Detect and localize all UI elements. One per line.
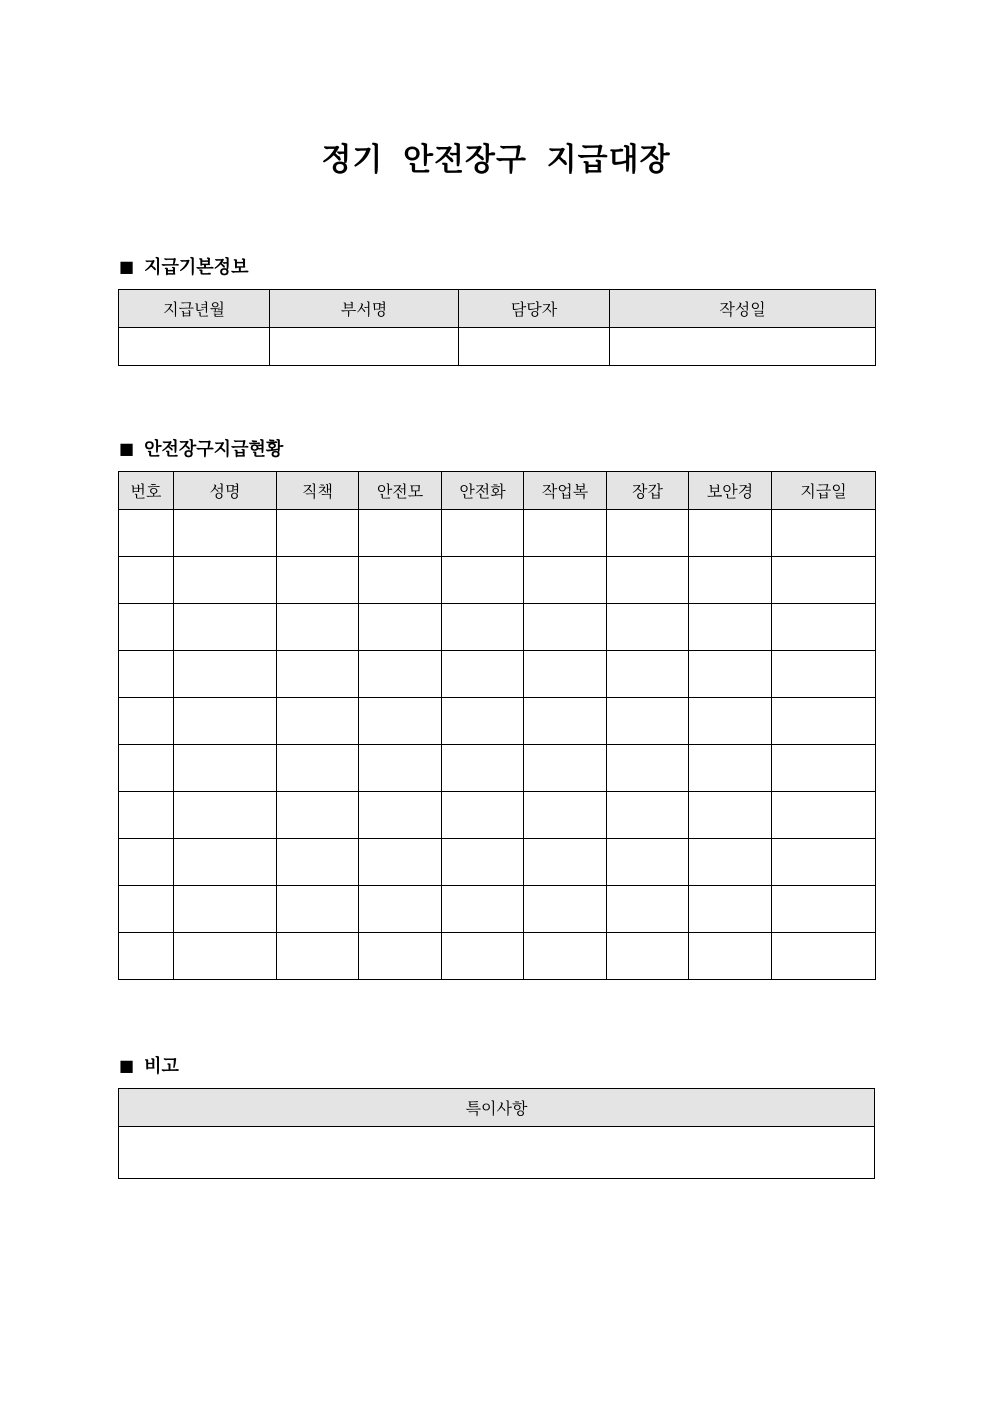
safety-shoes-cell[interactable] <box>442 651 524 698</box>
column-header-manager: 담당자 <box>459 290 610 328</box>
safety-shoes-cell[interactable] <box>442 886 524 933</box>
issuance-status-table <box>118 471 876 980</box>
table-header-row <box>119 472 876 510</box>
safety-helmet-cell[interactable] <box>359 933 442 980</box>
goggles-cell[interactable] <box>689 557 772 604</box>
table-row <box>119 604 876 651</box>
position-cell[interactable] <box>277 792 359 839</box>
goggles-cell[interactable] <box>689 510 772 557</box>
table-row <box>119 886 876 933</box>
column-header-work-clothes: 작업복 <box>524 472 607 510</box>
column-header-position: 직책 <box>277 472 359 510</box>
table-row <box>119 651 876 698</box>
safety-helmet-cell[interactable] <box>359 510 442 557</box>
safety-shoes-cell[interactable] <box>442 698 524 745</box>
table-header-row <box>119 290 876 328</box>
name-cell[interactable] <box>174 839 277 886</box>
column-header-issue-month: 지급년월 <box>119 290 270 328</box>
work-clothes-cell[interactable] <box>524 839 607 886</box>
safety-helmet-cell[interactable] <box>359 604 442 651</box>
name-cell[interactable] <box>174 745 277 792</box>
table-row <box>119 557 876 604</box>
column-header-goggles: 보안경 <box>689 472 772 510</box>
issue-date-cell[interactable] <box>772 792 876 839</box>
name-cell[interactable] <box>174 604 277 651</box>
name-cell[interactable] <box>174 933 277 980</box>
number-cell[interactable] <box>119 933 174 980</box>
goggles-cell[interactable] <box>689 886 772 933</box>
work-clothes-cell[interactable] <box>524 792 607 839</box>
column-header-special-notes: 특이사항 <box>119 1089 875 1127</box>
issue-date-cell[interactable] <box>772 557 876 604</box>
name-cell[interactable] <box>174 698 277 745</box>
position-cell[interactable] <box>277 510 359 557</box>
goggles-cell[interactable] <box>689 933 772 980</box>
remarks-table <box>118 1088 875 1179</box>
safety-helmet-cell[interactable] <box>359 651 442 698</box>
number-cell[interactable] <box>119 510 174 557</box>
column-header-number: 번호 <box>119 472 174 510</box>
position-cell[interactable] <box>277 698 359 745</box>
table-row <box>119 1127 875 1179</box>
table-row <box>119 698 876 745</box>
gloves-cell[interactable] <box>607 604 689 651</box>
number-cell[interactable] <box>119 698 174 745</box>
section-title: 지급기본정보 <box>144 257 249 278</box>
position-cell[interactable] <box>277 886 359 933</box>
safety-helmet-cell[interactable] <box>359 886 442 933</box>
issue-date-cell[interactable] <box>772 510 876 557</box>
department-cell[interactable] <box>270 328 459 366</box>
column-header-gloves: 장갑 <box>607 472 689 510</box>
table-row <box>119 933 876 980</box>
column-header-date-written: 작성일 <box>610 290 876 328</box>
gloves-cell[interactable] <box>607 698 689 745</box>
goggles-cell[interactable] <box>689 745 772 792</box>
gloves-cell[interactable] <box>607 557 689 604</box>
work-clothes-cell[interactable] <box>524 745 607 792</box>
issue-date-cell[interactable] <box>772 839 876 886</box>
safety-helmet-cell[interactable] <box>359 745 442 792</box>
position-cell[interactable] <box>277 557 359 604</box>
section-title: 비고 <box>144 1056 179 1077</box>
table-row <box>119 745 876 792</box>
issuance-status-body <box>119 510 876 980</box>
safety-shoes-cell[interactable] <box>442 604 524 651</box>
column-header-issue-date: 지급일 <box>772 472 876 510</box>
table-row <box>119 792 876 839</box>
table-row <box>119 328 876 366</box>
safety-shoes-cell[interactable] <box>442 510 524 557</box>
column-header-safety-shoes: 안전화 <box>442 472 524 510</box>
number-cell[interactable] <box>119 886 174 933</box>
work-clothes-cell[interactable] <box>524 604 607 651</box>
safety-shoes-cell[interactable] <box>442 839 524 886</box>
position-cell[interactable] <box>277 745 359 792</box>
number-cell[interactable] <box>119 745 174 792</box>
document-title: 정기 안전장구 지급대장 <box>321 142 671 178</box>
number-cell[interactable] <box>119 604 174 651</box>
safety-helmet-cell[interactable] <box>359 792 442 839</box>
safety-helmet-cell[interactable] <box>359 839 442 886</box>
table-row <box>119 510 876 557</box>
safety-shoes-cell[interactable] <box>442 557 524 604</box>
safety-shoes-cell[interactable] <box>442 792 524 839</box>
work-clothes-cell[interactable] <box>524 698 607 745</box>
safety-helmet-cell[interactable] <box>359 698 442 745</box>
work-clothes-cell[interactable] <box>524 886 607 933</box>
basic-info-table <box>118 289 876 366</box>
date-written-cell[interactable] <box>610 328 876 366</box>
name-cell[interactable] <box>174 651 277 698</box>
issue-date-cell[interactable] <box>772 886 876 933</box>
position-cell[interactable] <box>277 604 359 651</box>
position-cell[interactable] <box>277 933 359 980</box>
gloves-cell[interactable] <box>607 792 689 839</box>
column-header-safety-helmet: 안전모 <box>359 472 442 510</box>
special-notes-cell[interactable] <box>119 1127 875 1179</box>
issue-month-cell[interactable] <box>119 328 270 366</box>
manager-cell[interactable] <box>459 328 610 366</box>
number-cell[interactable] <box>119 792 174 839</box>
section-heading-basic-info <box>119 253 248 279</box>
work-clothes-cell[interactable] <box>524 933 607 980</box>
square-bullet-icon: ■ <box>119 256 135 276</box>
goggles-cell[interactable] <box>689 698 772 745</box>
position-cell[interactable] <box>277 839 359 886</box>
gloves-cell[interactable] <box>607 886 689 933</box>
square-bullet-icon: ■ <box>119 438 135 458</box>
name-cell[interactable] <box>174 886 277 933</box>
issue-date-cell[interactable] <box>772 698 876 745</box>
gloves-cell[interactable] <box>607 839 689 886</box>
gloves-cell[interactable] <box>607 651 689 698</box>
name-cell[interactable] <box>174 557 277 604</box>
column-header-department: 부서명 <box>270 290 459 328</box>
section-heading-issuance-status <box>119 435 283 461</box>
table-header-row <box>119 1089 875 1127</box>
issue-date-cell[interactable] <box>772 933 876 980</box>
number-cell[interactable] <box>119 839 174 886</box>
gloves-cell[interactable] <box>607 933 689 980</box>
goggles-cell[interactable] <box>689 792 772 839</box>
safety-shoes-cell[interactable] <box>442 933 524 980</box>
name-cell[interactable] <box>174 510 277 557</box>
gloves-cell[interactable] <box>607 745 689 792</box>
number-cell[interactable] <box>119 557 174 604</box>
column-header-name: 성명 <box>174 472 277 510</box>
goggles-cell[interactable] <box>689 604 772 651</box>
issue-date-cell[interactable] <box>772 651 876 698</box>
issue-date-cell[interactable] <box>772 745 876 792</box>
name-cell[interactable] <box>174 792 277 839</box>
safety-shoes-cell[interactable] <box>442 745 524 792</box>
section-heading-remarks <box>119 1052 179 1078</box>
work-clothes-cell[interactable] <box>524 557 607 604</box>
section-title: 안전장구지급현황 <box>144 439 284 460</box>
position-cell[interactable] <box>277 651 359 698</box>
gloves-cell[interactable] <box>607 510 689 557</box>
issue-date-cell[interactable] <box>772 604 876 651</box>
number-cell[interactable] <box>119 651 174 698</box>
goggles-cell[interactable] <box>689 839 772 886</box>
square-bullet-icon: ■ <box>119 1055 135 1075</box>
goggles-cell[interactable] <box>689 651 772 698</box>
safety-helmet-cell[interactable] <box>359 557 442 604</box>
table-row <box>119 839 876 886</box>
work-clothes-cell[interactable] <box>524 651 607 698</box>
work-clothes-cell[interactable] <box>524 510 607 557</box>
